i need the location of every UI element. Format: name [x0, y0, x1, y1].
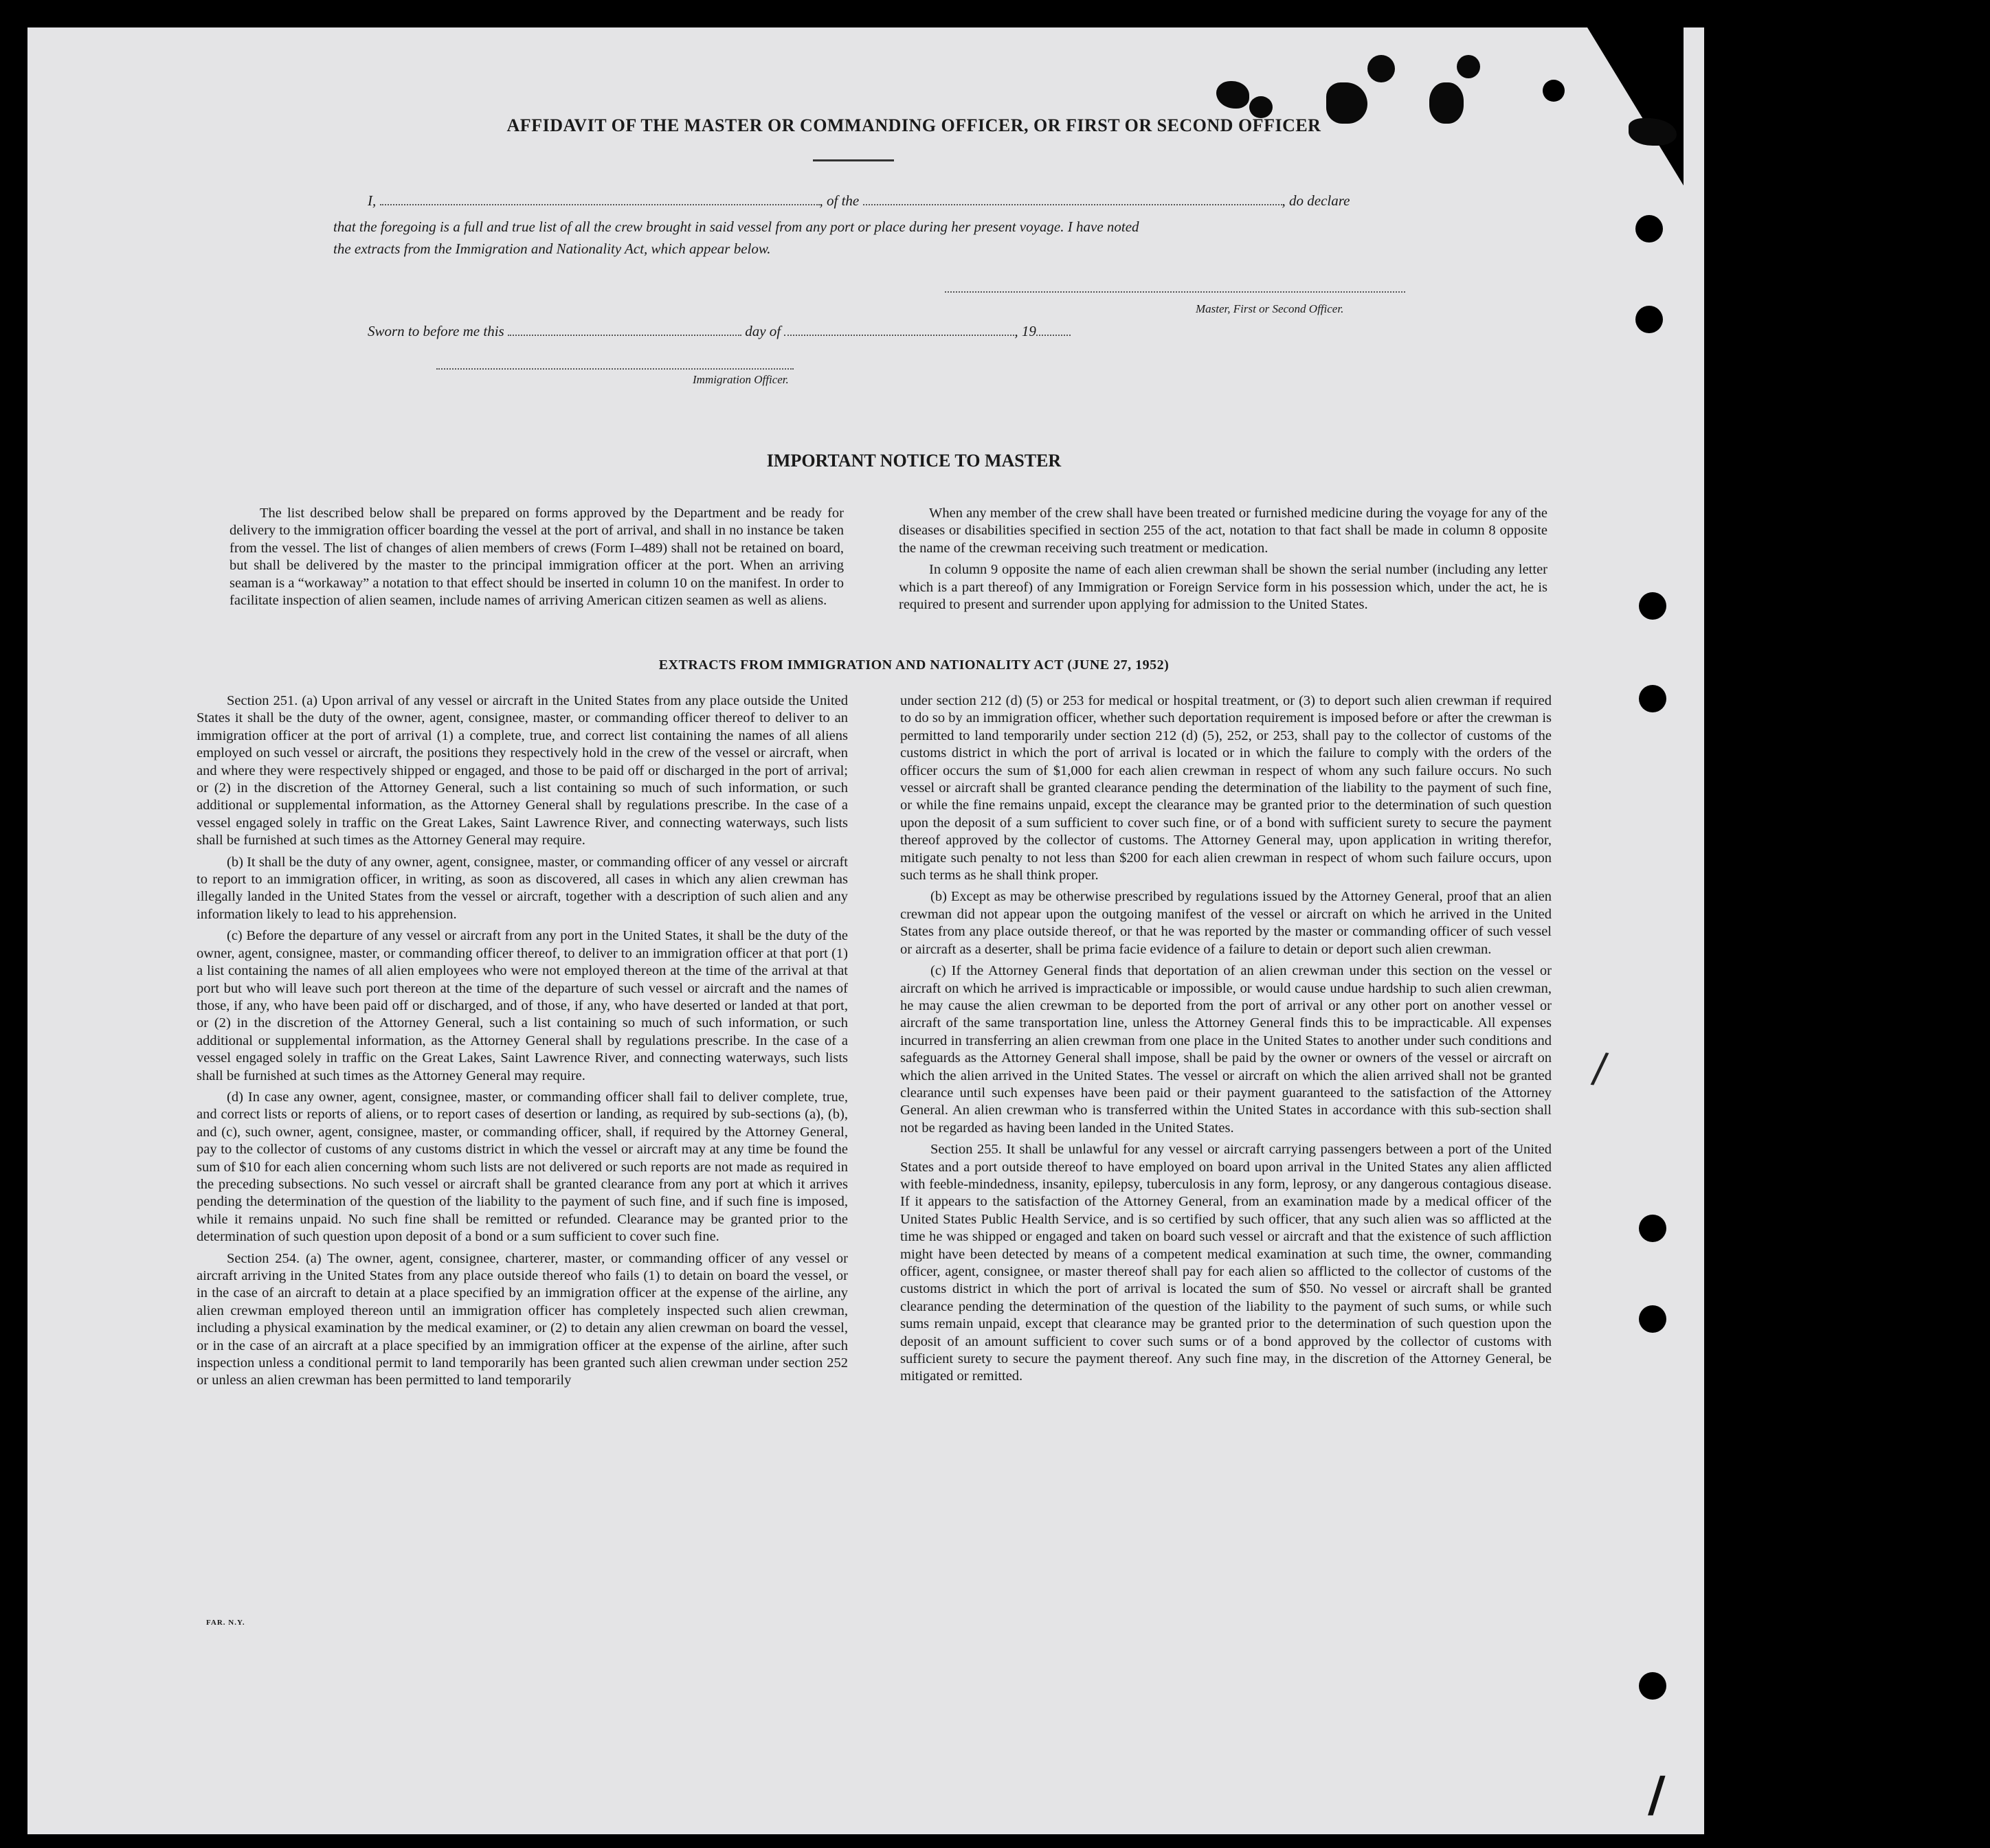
vessel-field-line: [863, 204, 1282, 205]
affidavit-title: AFFIDAVIT OF THE MASTER OR COMMANDING OFFICER, OR FIRST OR SECOND OFFICER: [506, 115, 1321, 135]
sworn-line: [368, 323, 1071, 340]
handwritten-mark: /: [1648, 1766, 1666, 1823]
extracts-left-column: [197, 692, 848, 1394]
punch-hole: [1639, 1215, 1666, 1242]
notice-left-paragraph: The list described below shall be prepared on forms approved by the Department and be ready for delivery to the immigration officer boarding the vessel at the port of arrival, and shall in no instance be taken from the vessel. The list of changes of alien members of crews (Form I–489) shall not be retained on board, but shall be delivered by the master to the principal immigration officer at the port. When an arriving seaman is a “workaway” a notation to that effect should be inserted in column 10 on the manifest. In order to facilitate inspection of alien seamen, include names of arriving American citizen seamen as well as aliens.: [230, 506, 844, 609]
section-254-c: (c) If the Attorney General finds that deportation of an alien crewman under this section on the vessel or aircraft on which he arrived is impracticable or impossible, or would cause undue hardship to such alien crewman, he may cause the alien crewman to be deported from the port of arrival or any other port on another vessel or aircraft of the same transportation line, unless the Attorney General finds this to be impracticable. All expenses incurred in transferring an alien crewman from one place in the United States to another under such conditions and safeguards as the Attorney General shall impose, shall be paid by the owner or owners of the vessel or aircraft on which the alien arrived in the United States. The vessel or aircraft on which the alien arrived shall not be granted clearance until such expenses have been paid or their payment guaranteed to the satisfaction of the Attorney General. An alien crewman who is transferred within the United States in accordance with this sub-section shall not be regarded as having been landed in the United States.: [900, 963, 1552, 1136]
sworn-day-of: day of: [745, 323, 781, 339]
section-251-c: (c) Before the departure of any vessel or aircraft from any port in the United States, it shall be the duty of the owner, agent, consignee, master, or commanding officer thereof, to deliver to an immigration officer at that port (1) a list containing the names of all alien employees who were not employed thereon at the time of the arrival at that port but who will leave such port thereon at the time of the departure of such vessel or aircraft and the names of those, if any, who have been paid off or discharged, and of those, if any, who have deserted or landed at that port, or (2) in the discretion of the Attorney General, such a list containing so much of such information, or such additional or supplemental information, as the Attorney General shall by regulations prescribe. In the case of a vessel engaged solely in traffic on the Great Lakes, Saint Lawrence River, and connecting waterways, such lists shall be furnished at such times as the Attorney General may require.: [197, 928, 848, 1083]
ink-stain: [1367, 55, 1395, 82]
name-field-line: [380, 204, 820, 205]
sworn-date-field: [508, 335, 741, 336]
sworn-year: , 19: [1014, 323, 1036, 339]
sworn-year-field: [1036, 335, 1071, 336]
title-rule: [813, 159, 894, 161]
section-254-b: (b) Except as may be otherwise prescribed by regulations issued by the Attorney General, proof that an alien crewman did not appear upon the outgoing manifest of the vessel or aircraft on which he arrived in the United States from any place outside thereof, or that he was reported by the master or commanding officer of such vessel or aircraft as a deserter, shall be prima facie evidence of a failure to detain or deport such alien crewman.: [900, 889, 1552, 957]
punch-hole: [1639, 592, 1666, 620]
extracts-right-column: [900, 692, 1552, 1390]
signature-line: [945, 291, 1405, 293]
notice-title: IMPORTANT NOTICE TO MASTER: [766, 451, 1062, 471]
sworn-month-field: [784, 335, 1014, 336]
sworn-prefix: Sworn to before me this: [368, 323, 504, 339]
affidavit-line-3: the extracts from the Immigration and Nationality Act, which appear below.: [333, 240, 771, 257]
torn-corner: [1587, 27, 1684, 185]
affidavit-i: I,: [368, 192, 377, 209]
section-255: Section 255. It shall be unlawful for any vessel or aircraft carrying passengers between a port of the United States and a port outside thereof to have employed on board upon arrival in the United States any alien afflicted with feeble-mindedness, insanity, epilepsy, tuberculosis in any form, leprosy, or any dangerous contagious disease. If it appears to the satisfaction of the Attorney General, from an examination made by a medical officer of the United States Public Health Service, and is so certified by such officer, that any such alien was so afflicted at the time he was shipped or engaged and taken on board such vessel or aircraft and that the existence of such affliction might have been detected by means of a competent medical examination at such time, the owner, commanding officer, agent, consignee, or master thereof shall pay for each alien so afflicted to the collector of customs of the customs district in which the port of arrival is located the sum of $50. No vessel or aircraft shall be granted clearance pending the determination of the question of the liability to the payment of such sums, or while such sums remain unpaid, except that clearance may be granted prior to the determination of such question upon the deposit of an amount sufficient to cover such sums or of a bond approved by the collector of customs with sufficient surety to secure the payment thereof. Any such fine may, in the discretion of the Attorney General, be mitigated or remitted.: [900, 1142, 1552, 1384]
notice-right-column: [899, 505, 1547, 618]
ink-stain: [1457, 55, 1480, 78]
officer-caption: Immigration Officer.: [693, 373, 789, 386]
punch-hole: [1639, 1305, 1666, 1333]
punch-hole: [1639, 1672, 1666, 1700]
punch-hole: [1635, 306, 1663, 333]
signature-caption: Master, First or Second Officer.: [1196, 302, 1344, 315]
punch-hole: [1543, 80, 1565, 102]
officer-signature-line: [436, 368, 794, 370]
notice-left-column: [230, 505, 844, 613]
punch-hole: [1635, 215, 1663, 243]
affidavit-declaration-line: [333, 190, 1409, 212]
notice-right-paragraph-2: In column 9 opposite the name of each alien crewman shall be shown the serial number (including any letter which is a part thereof) of any Immigration or Foreign Service form in his possession which, under the act, he is required to present and surrender upon applying for admission to the United States.: [899, 562, 1547, 613]
handwritten-mark: /: [1589, 1043, 1610, 1094]
affidavit-of-the: , of the: [819, 192, 860, 209]
affidavit-declare: , do declare: [1282, 192, 1350, 209]
section-251-a: Section 251. (a) Upon arrival of any vessel or aircraft in the United States from any place outside the United States it shall be the duty of the owner, agent, consignee, master, or commanding officer thereof to deliver to an immigration officer at the port of arrival (1) a complete, true, and correct list containing the names of all aliens employed on such vessel or aircraft, the positions they respectively hold in the crew of the vessel or aircraft, when and where they were respectively shipped or engaged, and those to be paid off or discharged in the port of arrival; or (2) in the discretion of the Attorney General, such a list containing so much of such information, or such additional or supplemental information, as the Attorney General shall by regulations prescribe. In the case of a vessel engaged solely in traffic on the Great Lakes, Saint Lawrence River, and connecting waterways, such lists shall be furnished at such times as the Attorney General may require.: [197, 693, 848, 848]
notice-right-paragraph-1: When any member of the crew shall have been treated or furnished medicine during the voyage for any of the diseases or disabilities specified in section 255 of the act, notation to that fact shall be made in column 8 opposite the name of the crewman receiving such treatment or medication.: [899, 506, 1547, 556]
printer-mark: FAR. N.Y.: [206, 1619, 245, 1627]
section-254-a: Section 254. (a) The owner, agent, consignee, charterer, master, or commanding officer of any vessel or aircraft arriving in the United States from any place outside thereof who fails (1) to detain on board the vessel, or in the case of an aircraft to detain at a place specified by an immigration officer at the expense of the airline, any alien crewman employed thereon until an immigration officer has completely inspected such alien crewman, including a physical examination by the medical examiner, or (2) to detain any alien crewman on board the vessel, or in the case of an aircraft at a place specified by an immigration officer at the expense of the airline, after such inspection unless a conditional permit to land temporarily has been granted such alien crewman under section 252 or unless an alien crewman has been permitted to land temporarily: [197, 1250, 848, 1388]
affidavit-line-2: that the foregoing is a full and true list of all the crew brought in said vessel from any port or place during her present voyage. I have noted: [333, 218, 1139, 235]
extracts-title: EXTRACTS FROM IMMIGRATION AND NATIONALITY ACT (JUNE 27, 1952): [658, 657, 1170, 673]
section-254-a-continued: under section 212 (d) (5) or 253 for medical or hospital treatment, or (3) to deport such alien crewman if required to do so by an immigration officer, whether such deportation requirement is imposed before or after the crewman is permitted to land temporarily under section 212 (d) (5), 252, or 253, shall pay to the collector of customs of the customs district in which the port of arrival is located or in which the failure to comply with the orders of the officer occurs the sum of $1,000 for each alien crewman in respect of whom any such failure occurs. No such vessel or aircraft shall be granted clearance pending the determination of the liability to the payment of such fine, or while the fine remains unpaid, except the clearance may be granted prior to the determination of such question upon the deposit of a sum sufficient to cover such fine, or of a bond with sufficient surety to secure the payment thereof approved by the collector of customs. The Attorney General may, upon application in writing therefor, mitigate such penalty to not less than $200 for each alien crewman in respect of whom such failure occurs, upon such terms as he shall think proper.: [900, 693, 1552, 883]
section-251-b: (b) It shall be the duty of any owner, agent, consignee, master, or commanding officer of any vessel or aircraft to report to an immigration officer, in writing, as soon as discovered, all cases in which any alien crewman has illegally landed in the United States from the vessel or aircraft, together with a description of such alien and any information likely to lead to his apprehension.: [197, 854, 848, 922]
section-251-d: (d) In case any owner, agent, consignee, master, or commanding officer shall fail to deliver complete, true, and correct lists or reports of aliens, or to report cases of desertion or landing, as required by sub-sections (a), (b), and (c), such owner, agent, consignee, master, or commanding officer, shall, if required by the Attorney General, pay to the collector of customs of any customs district in which the vessel or aircraft may at any time be found the sum of $10 for each alien concerning whom such lists are not delivered or such reports are not made as required in the preceding subsections. No such vessel or aircraft shall be granted clearance from any port at which it arrives pending the determination of the question of the liability to the payment of such fine, and if such fine is imposed, while it remains unpaid. No such fine shall be remitted or refunded. Clearance may be granted prior to the determination of such question upon deposit of a bond or a sum sufficient to cover such fine.: [197, 1089, 848, 1245]
punch-hole: [1639, 685, 1666, 712]
